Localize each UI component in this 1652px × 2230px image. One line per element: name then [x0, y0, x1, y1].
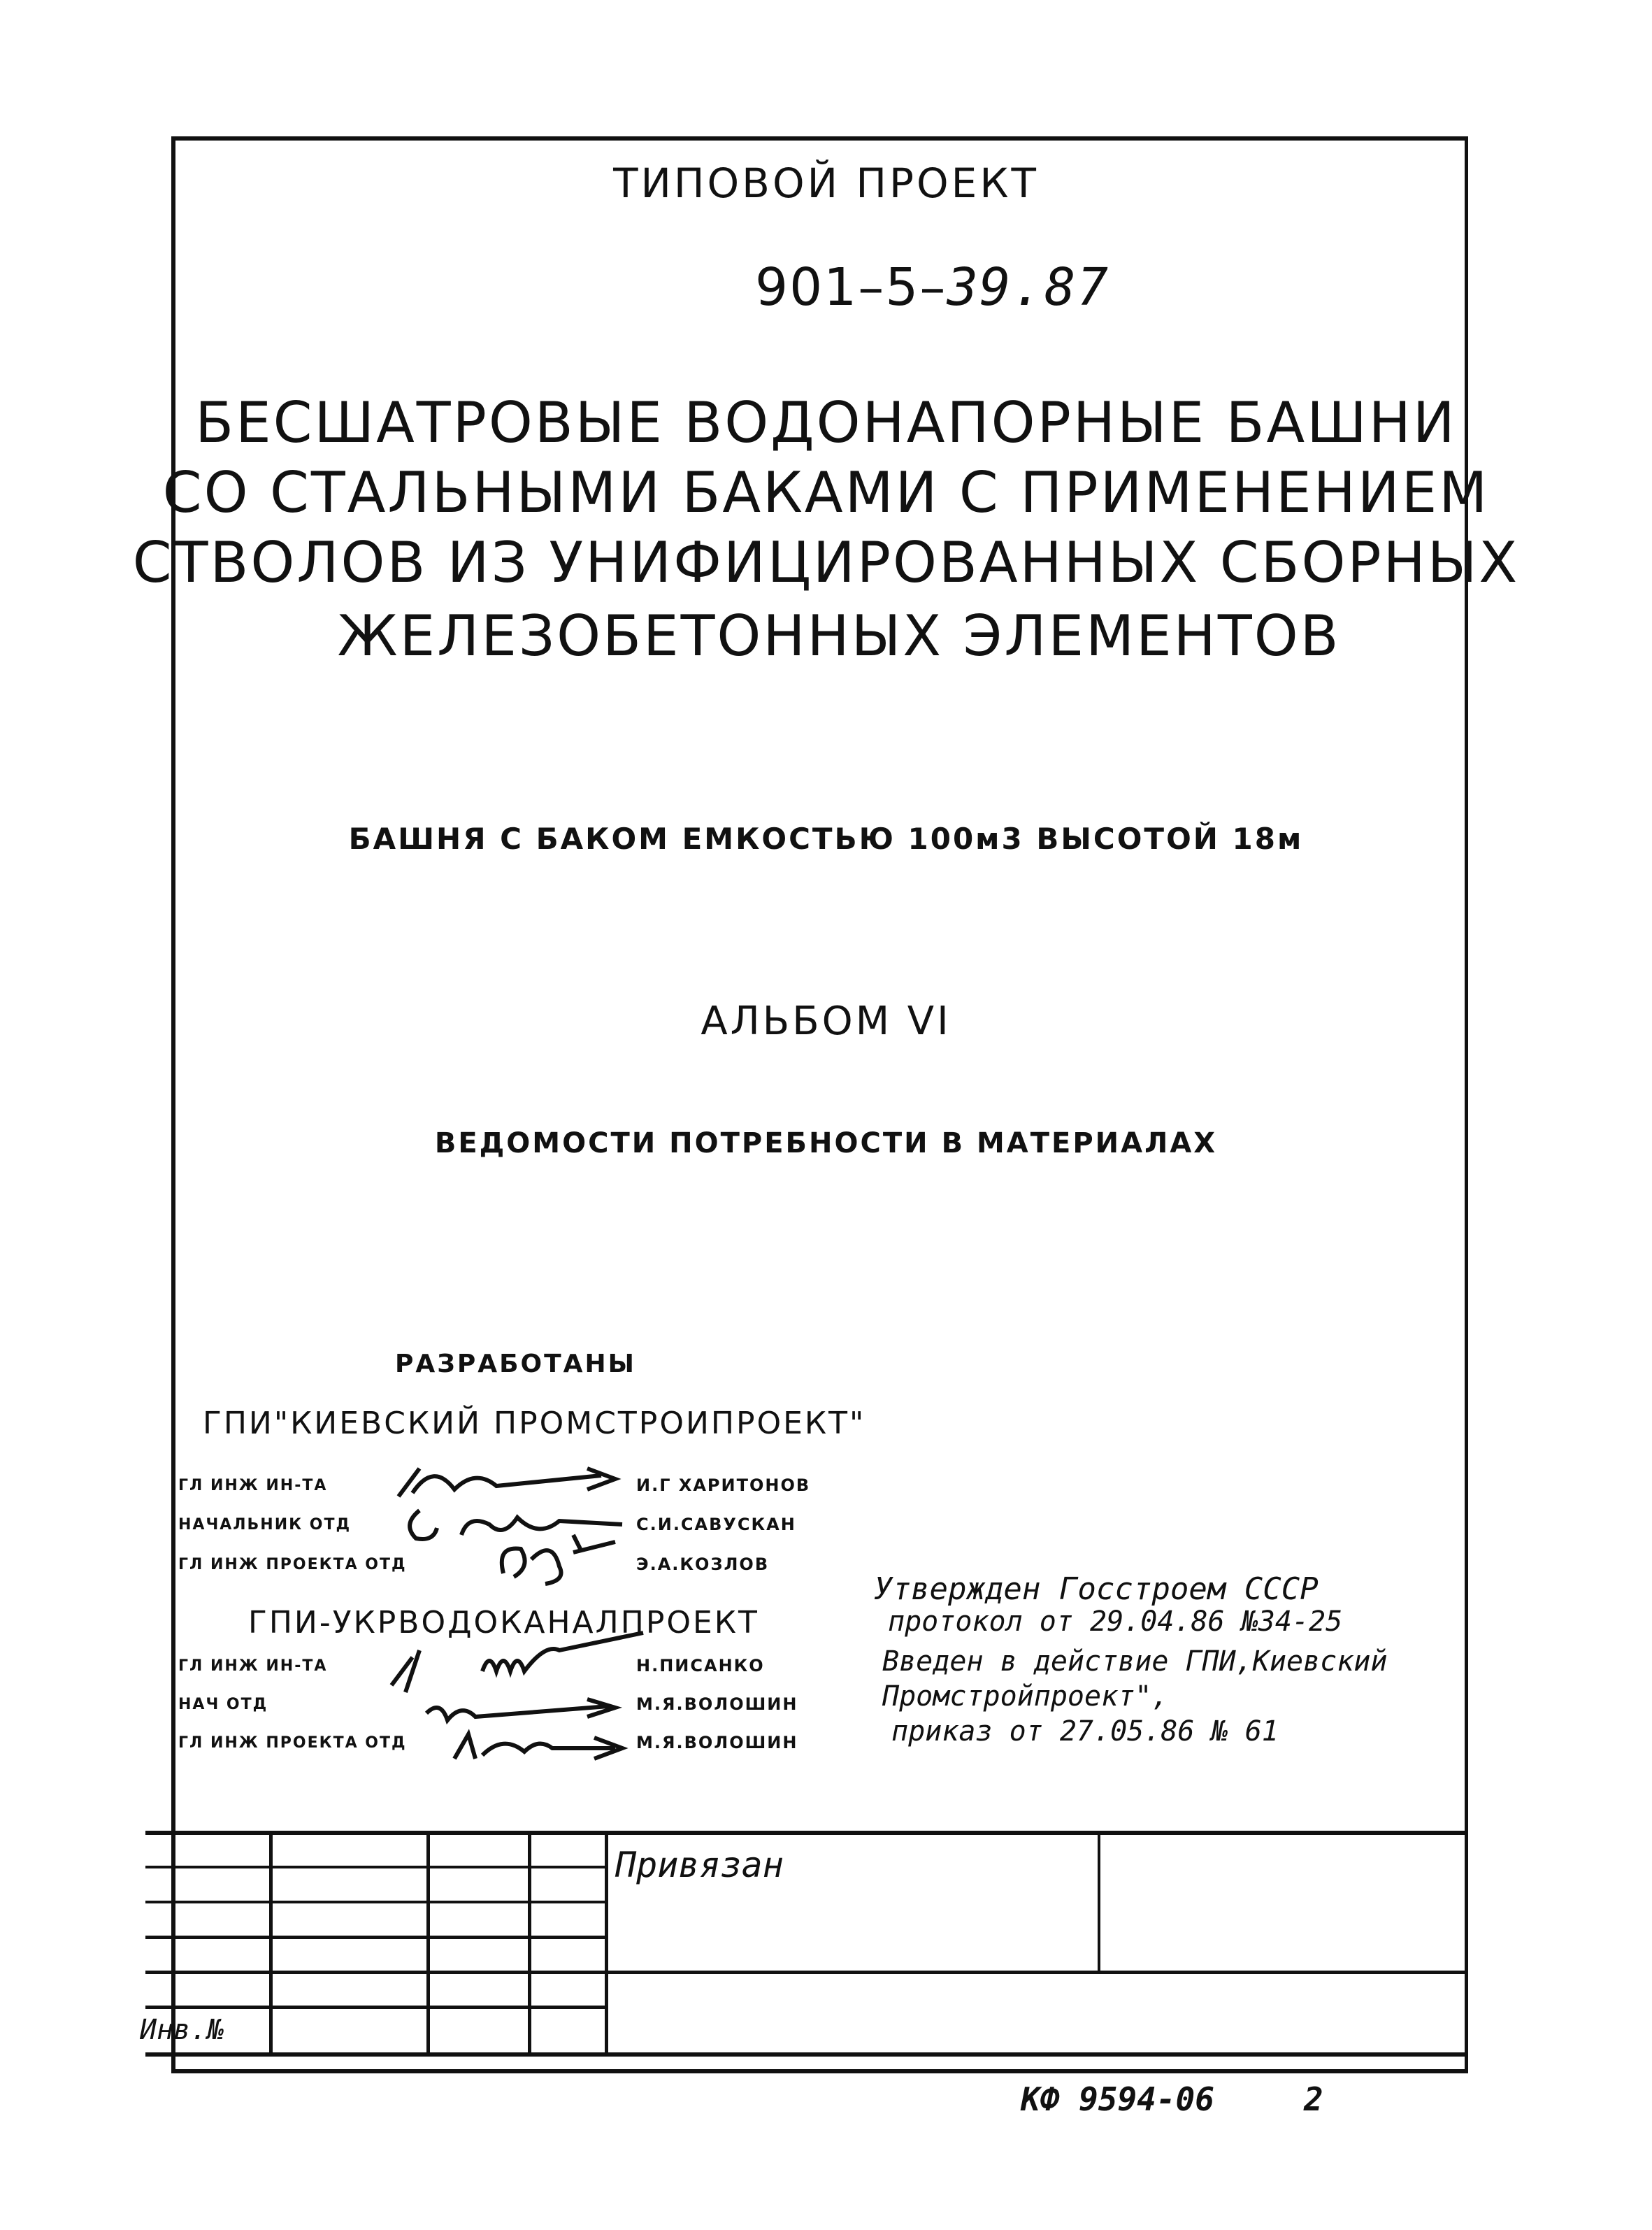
- approval-line-5: приказ от 27.05.86 № 61: [891, 1715, 1279, 1747]
- org1-role-3: ГЛ ИНЖ ПРОЕКТА ОТД: [178, 1556, 407, 1573]
- project-type: ТИПОВОЙ ПРОЕКТ: [613, 159, 1039, 207]
- org2-person-2: М.Я.ВОЛОШИН: [636, 1694, 798, 1714]
- approval-line-2: протокол от 29.04.86 №34-25: [888, 1606, 1343, 1638]
- album-number: АЛЬБОМ VI: [701, 999, 951, 1044]
- title-line-1: БЕСШАТРОВЫЕ ВОДОНАПОРНЫЕ БАШНИ: [195, 390, 1457, 455]
- org2-person-1: Н.ПИСАНКО: [636, 1656, 765, 1675]
- album-description: ВЕДОМОСТИ ПОТРЕБНОСТИ В МАТЕРИАЛАХ: [434, 1127, 1218, 1159]
- org2-role-2: НАЧ ОТД: [178, 1696, 268, 1713]
- approval-line-1: Утвержден Госстроем СССР: [874, 1571, 1319, 1607]
- approval-line-4: Промстройпроект",: [882, 1680, 1169, 1713]
- project-number: [755, 257, 1109, 317]
- org2-person-3: М.Я.ВОЛОШИН: [636, 1733, 798, 1752]
- title-line-3: СТВОЛОВ ИЗ УНИФИЦИРОВАННЫХ СБОРНЫХ: [132, 530, 1520, 595]
- title-line-4: ЖЕЛЕЗОБЕТОННЫХ ЭЛЕМЕНТОВ: [337, 603, 1341, 669]
- org2-role-1: ГЛ ИНЖ ИН-ТА: [178, 1657, 328, 1675]
- signature-voloshin-2: [447, 1727, 629, 1769]
- org1-name: ГПИ"КИЕВСКИЙ ПРОМСТРОИПРОЕКТ": [203, 1406, 866, 1441]
- org1-role-2: НАЧАЛЬНИК ОТД: [178, 1516, 352, 1534]
- project-number-prefix: 901–5–: [755, 257, 947, 317]
- org2-name: ГПИ-УКРВОДОКАНАЛПРОЕКТ: [248, 1605, 759, 1641]
- project-number-suffix: 39.87: [947, 257, 1110, 317]
- bound-label: Привязан: [615, 1845, 784, 1885]
- tower-subtitle: БАШНЯ С БАКОМ ЕМКОСТЬЮ 100м3 ВЫСОТОЙ 18м: [348, 822, 1304, 856]
- document-code: КФ 9594-06: [1021, 2080, 1214, 2118]
- developers-heading: РАЗРАБОТАНЫ: [395, 1350, 636, 1378]
- inventory-number-label: Инв.№: [140, 2014, 224, 2046]
- org1-person-2: С.И.САВУСКАН: [636, 1515, 796, 1534]
- title-line-2: СО СТАЛЬНЫМИ БАКАМИ С ПРИМЕНЕНИЕМ: [162, 460, 1490, 525]
- org1-role-1: ГЛ ИНЖ ИН-ТА: [178, 1477, 328, 1494]
- approval-line-3: Введен в действие ГПИ,Киевский: [882, 1645, 1388, 1678]
- page-number: 2: [1304, 2080, 1323, 2118]
- signature-kozlov: [489, 1531, 629, 1587]
- org2-role-3: ГЛ ИНЖ ПРОЕКТА ОТД: [178, 1734, 407, 1752]
- org1-person-1: И.Г ХАРИТОНОВ: [636, 1475, 811, 1495]
- org1-person-3: Э.А.КОЗЛОВ: [636, 1554, 770, 1574]
